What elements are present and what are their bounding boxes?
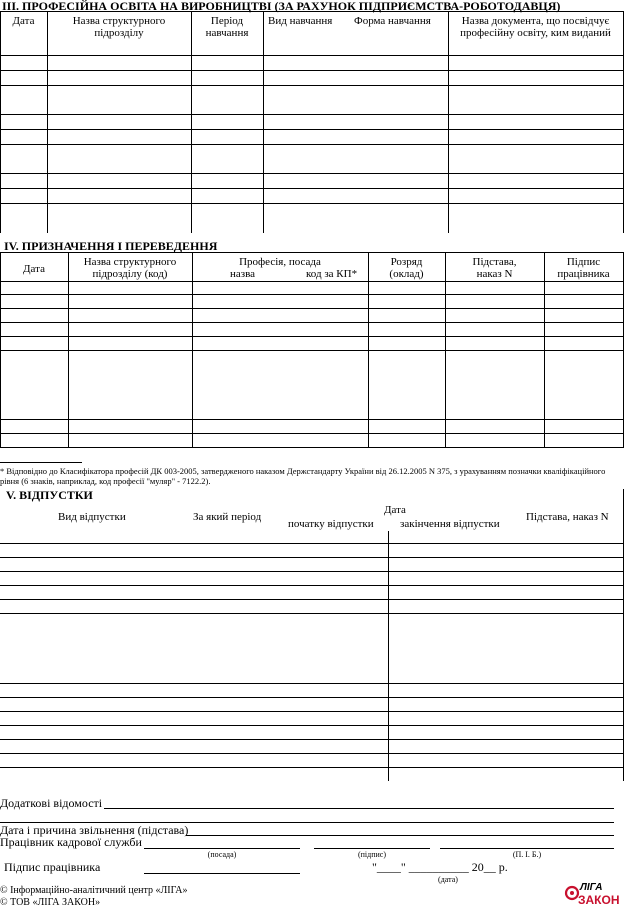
s3-header-date: Дата [12,15,35,27]
s3-header-unit: Назва структурного підрозділу [72,15,166,39]
hr-signature-field[interactable] [314,848,430,849]
s4-header-name: назва [230,268,256,280]
s3-header-study-type: Вид навчання [268,15,333,27]
s4-header-rank: Розряд (оклад) [389,256,424,280]
s5-header-start: початку відпустки [288,518,374,530]
liga-zakon-logo [564,881,622,909]
s5-header-date: Дата [384,504,406,516]
s4-header-signature: Підпис працівника [557,256,610,280]
footnote: * Відповідно до Класифікатора професій ДК 003-2005, затвердженого наказом Держстандарту України від 26.12.2005 N 375, з урахуванням позначки кваліфікаційного рівня (6 знаків, наприклад, код професії "муляр" - 7122.2). [0,466,606,486]
hr-officer-label: Працівник кадрової служби [0,835,142,849]
s4-header-basis: Підстава, наказ N [472,256,517,280]
caption-name: (П. І. Б.) [512,850,542,859]
copyright-line2: © ТОВ «ЛІГА ЗАКОН» [0,897,101,908]
s5-header-basis: Підстава, наказ N [526,511,609,523]
footnote-rule [0,462,82,463]
additional-info-field[interactable] [104,808,614,809]
s4-header-profession: Професія, посада [239,256,321,268]
date-field[interactable]: "____" __________ 20__ р. [372,860,508,874]
caption-signature: (підпис) [357,850,386,859]
section5-title: V. ВІДПУСТКИ [6,488,93,502]
dismissal-label: Дата і причина звільнення (підстава) [0,823,189,837]
employee-signature-label: Підпис працівника [4,860,101,874]
logo-text-zakon: ЗАКОН [578,893,620,907]
section3-title: ІІІ. ПРОФЕСІЙНА ОСВІТА НА ВИРОБНИЦТВІ (ЗА РАХУНОК ПІДПРИЄМСТВА-РОБОТОДАВЦЯ) [2,0,561,13]
s3-header-period: Період навчання [205,15,249,39]
s5-header-period: За який період [193,511,262,523]
section4-title: IV. ПРИЗНАЧЕННЯ І ПЕРЕВЕДЕННЯ [4,239,218,253]
employee-signature-field[interactable] [144,873,300,874]
caption-date: (дата) [438,875,458,884]
s4-header-date: Дата [23,263,45,275]
s5-header-end: закінчення відпустки [400,518,500,530]
s3-header-document: Назва документа, що посвідчує професійну освіту, ким виданий [460,15,611,39]
s5-header-type: Вид відпустки [58,511,126,523]
copyright-line1: © Інформаційно-аналітичний центр «ЛІГА» [0,885,188,896]
s4-header-unit: Назва структурного підрозділу (код) [83,256,177,280]
hr-name-field[interactable] [440,848,614,849]
additional-info-label: Додаткові відомості [0,796,103,810]
caption-position: (посада) [207,850,237,859]
logo-text-liga: ЛІГА [580,882,603,893]
s3-header-study-form: Форма навчання [354,15,431,27]
dismissal-field[interactable] [186,835,614,836]
s4-header-code: код за КП* [306,268,358,280]
hr-position-field[interactable] [144,848,300,849]
